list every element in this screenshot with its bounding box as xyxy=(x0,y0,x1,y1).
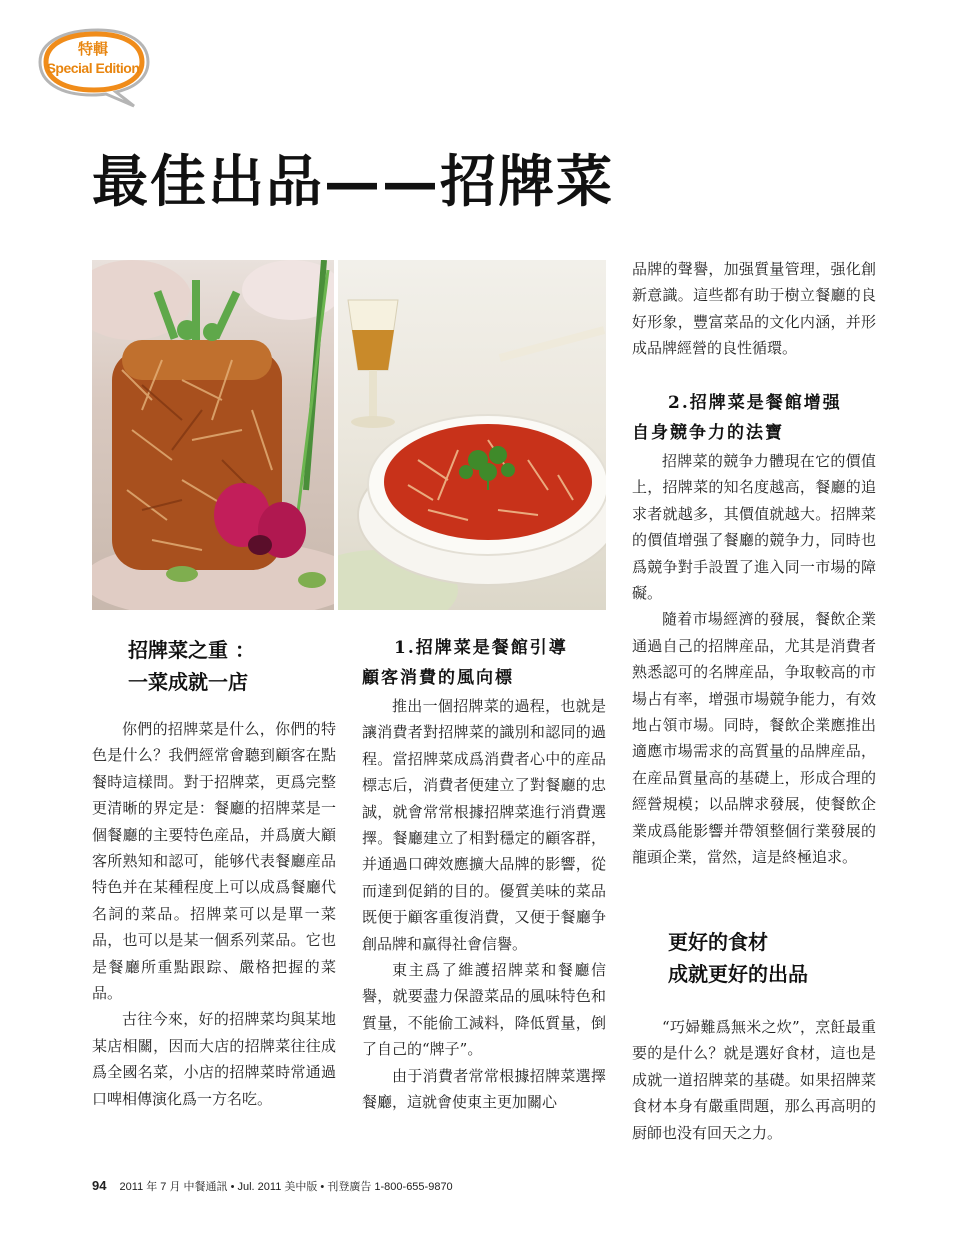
subtitle-line: 一菜成就一店 xyxy=(128,670,248,694)
section-heading-1 xyxy=(362,633,606,693)
paragraph: 由于消費者常常根據招牌菜選擇餐廳，這就會使東主更加關心 xyxy=(362,1066,606,1112)
heading-line: 1.招牌菜是餐館引導 xyxy=(394,638,568,658)
heading-line: 自身競争力的法寶 xyxy=(632,423,784,443)
badge-label-chinese: 特輯 xyxy=(77,40,108,58)
paragraph: 東主爲了維護招牌菜和餐廳信譽，就要盡力保證菜品的風味特色和質量，不能偷工減料，降低質量，倒了自己的“牌子”。 xyxy=(362,961,606,1059)
hot-sour-soup-photo xyxy=(338,260,606,610)
paragraph: “巧婦難爲無米之炊”，烹飪最重要的是什么？就是選好食材，這也是成就一道招牌菜的基礎。如果招牌菜食材本身有嚴重問題，那么再高明的厨師也没有回天之力。 xyxy=(632,1018,876,1142)
paragraph: 古往今來，好的招牌菜均與某地某店相關，因而大店的招牌菜往往成爲全國名菜，小店的招牌菜時常通過口啤相傳演化爲一方名吃。 xyxy=(92,1010,336,1108)
paragraph: 隨着市場經濟的發展，餐飲企業通過自己的招牌産品，尤其是消費者熟悉認可的名牌産品，争取較高的市場占有率，增强市場競争能力，有效地占領市場。同時，餐飲企業應推出適應市場需求的高質量的品牌産品，在産品質量高的基礎上，形成合理的經營規模；以品牌求發展，使餐飲企業成爲能影響并帶領整個行業發展的龍頭企業，當然，這是終極追求。 xyxy=(632,610,876,867)
heading-line: 2.招牌菜是餐館增强 xyxy=(668,393,842,413)
subtitle-line: 成就更好的出品 xyxy=(668,962,808,986)
paragraph: 你們的招牌菜是什么，你們的特色是什么？我們經常會聽到顧客在點餐時這樣問。對于招牌菜，更爲完整更清晰的界定是：餐廳的招牌菜是一個餐廳的主要特色産品，并爲廣大顧客所熟知和認可，能够代表餐廳産品特色并在某種程度上可以成爲餐廳代名詞的菜品。招牌菜可以是單一菜品，也可以是某一個系列菜品。它也是餐廳所重點跟踪、嚴格把握的菜品。 xyxy=(92,720,336,1003)
subtitle-line: 更好的食材 xyxy=(668,930,768,954)
paragraph: 品牌的聲譽，加强質量管理，强化創新意識。這些都有助于樹立餐廳的良好形象，豐富菜品的文化内涵，并形成品牌經營的良性循環。 xyxy=(632,260,876,358)
paragraph: 招牌菜的競争力體現在它的價值上，招牌菜的知名度越高，餐廳的追求者就越多，其價值就越大。招牌菜的價值增强了餐廳的競争力，同時也爲競争對手設置了進入同一市場的障礙。 xyxy=(632,452,876,603)
fried-shredded-dish-photo xyxy=(92,260,334,610)
section-heading-2 xyxy=(632,388,876,448)
paragraph: 推出一個招牌菜的過程，也就是讓消費者對招牌菜的識別和認同的過程。當招牌菜成爲消費者心中的産品標志后，消費者便建立了對餐廳的忠誠，就會常常根據招牌菜進行消費選擇。餐廳建立了相對穩定的顧客群，并通過口碑效應擴大品牌的影響，從而達到促銷的目的。優質美味的菜品既便于顧客重復消費，又便于餐廳争創品牌和赢得社會信譽。 xyxy=(362,697,606,953)
column-3-closing xyxy=(632,1014,876,1146)
footer-text: 2011 年 7 月 中餐通訊 • Jul. 2011 美中版 • 刊登廣告 1-800-655-9870 xyxy=(119,1181,453,1193)
page-footer xyxy=(92,1178,453,1194)
badge-label-english: Special Edition xyxy=(46,60,140,76)
column-1-body xyxy=(92,716,336,1112)
section-subtitle-signature-importance xyxy=(128,634,348,698)
column-3-body xyxy=(632,448,876,871)
subtitle-line: 招牌菜之重 ： xyxy=(128,638,255,662)
page-number: 94 xyxy=(92,1178,107,1193)
column-2-body xyxy=(362,693,606,1116)
column-3-intro xyxy=(632,256,876,362)
special-edition-badge xyxy=(36,26,150,106)
section-subtitle-better-ingredients xyxy=(668,926,888,990)
page-title: 最佳出品——招牌菜 xyxy=(92,149,614,215)
heading-line: 顧客消費的風向標 xyxy=(362,668,514,688)
